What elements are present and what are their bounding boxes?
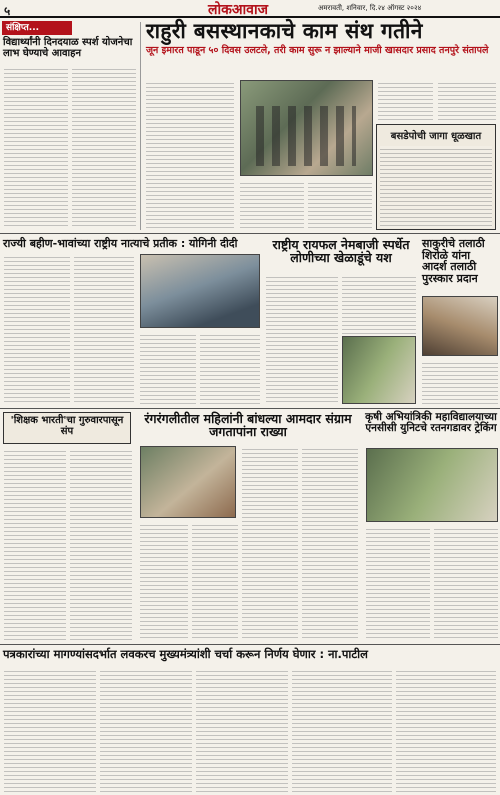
bottom-body-col3 <box>196 668 288 792</box>
talathi-headline: साकुरीचे तलाठी शिरोळे यांना आदर्श तलाठी पुरस्कार प्रदान <box>422 237 485 285</box>
lead-body-col5 <box>438 80 496 120</box>
sidebar-story-1-body-col2 <box>72 66 136 226</box>
bottom-headline: पत्रकारांच्या मागण्यांसदर्भात लवकरच मुख्यमंत्र्यांशी चर्चा करून निर्णय घेणार : ना.पाटील <box>3 647 368 661</box>
newspaper-logo: लोकआवाज <box>208 2 268 18</box>
lead-body-col3 <box>308 180 372 230</box>
rakhi-body-col3 <box>242 446 298 640</box>
lead-box-body <box>380 146 492 228</box>
lead-body-col2 <box>240 180 304 230</box>
section-rule-3 <box>0 644 500 645</box>
lead-headline: राहुरी बसस्थानकाचे काम संथ गतीने <box>146 19 423 43</box>
rifle-body-col2 <box>342 274 416 334</box>
masthead <box>0 0 500 18</box>
rifle-body-col1 <box>266 274 338 404</box>
sidebar-tag: संक्षिप्त... <box>2 21 72 35</box>
page-number: ५ <box>4 4 11 18</box>
rakhi-photo <box>140 446 236 518</box>
talathi-body <box>422 360 498 404</box>
column-divider <box>140 22 141 230</box>
rakhi-body-col1 <box>140 522 188 640</box>
dateline: अमरावती, शनिवार, दि.२४ ऑगस्ट २०२४ <box>318 4 422 12</box>
lead-body-col4 <box>378 80 433 120</box>
lead-box <box>376 124 496 230</box>
lead-photo <box>240 80 373 176</box>
shikshak-title: 'शिक्षक भारती'चा गुरुवारपासून संप <box>10 415 124 437</box>
sidebar-story-2-body-col3 <box>140 332 196 404</box>
section-rule-1 <box>0 233 500 234</box>
sidebar-story-2-photo <box>140 254 260 328</box>
bottom-body-col4 <box>292 668 392 792</box>
bottom-body-col2 <box>100 668 192 792</box>
talathi-photo <box>422 296 498 356</box>
sidebar-story-2-title: राज्यी बहीण-भावांच्या राष्ट्रीय नात्याचे प्रतीक : योगिनी दीदी <box>3 237 238 250</box>
sidebar-story-2-body-col4 <box>200 332 260 404</box>
rifle-photo <box>342 336 416 404</box>
shikshak-box <box>3 412 131 444</box>
bottom-body-col1 <box>4 668 96 792</box>
ncc-headline: कृषी अभियांत्रिकी महाविद्यालयाच्या एनसीसी युनिटचे रतनगडावर ट्रेकिंग <box>365 411 497 435</box>
section-rule-2 <box>0 408 500 409</box>
lead-photo-figures <box>256 106 356 166</box>
sidebar-story-1-body <box>4 66 68 226</box>
rakhi-headline: रंगरंगलीतील महिलांनी बांधल्या आमदार संग्राम जगतापांना राख्या <box>144 411 352 440</box>
ncc-photo <box>366 448 498 522</box>
sidebar-story-2-body-col2 <box>74 254 134 404</box>
lead-subhead: जून इमारत पाडून ५० दिवस उलटले, तरी काम सुरू न झाल्याने माजी खासदार प्रसाद तनपुरे संतापले <box>146 45 489 56</box>
shikshak-body-col1 <box>4 448 66 640</box>
sidebar-story-2-body-col1 <box>4 254 70 404</box>
ncc-body-col1 <box>366 526 430 640</box>
sidebar-story-1-title: विद्यार्थ्यांनी दिनदयाळ स्पर्श योजनेचा लाभ घेण्याचे आवाहन <box>3 37 133 59</box>
ncc-body-col2 <box>434 526 498 640</box>
rakhi-body-col4 <box>302 446 358 640</box>
lead-box-title: बसडेपोची जागा धूळखात <box>390 131 482 142</box>
shikshak-body-col2 <box>70 448 132 640</box>
bottom-body-col5 <box>396 668 496 792</box>
rakhi-body-col2 <box>192 522 238 640</box>
lead-body-col1 <box>146 80 234 230</box>
rifle-headline: राष्ट्रीय रायफल नेमबाजी स्पर्धेत लोणीच्या खेळाडूंचे यश <box>272 237 410 266</box>
